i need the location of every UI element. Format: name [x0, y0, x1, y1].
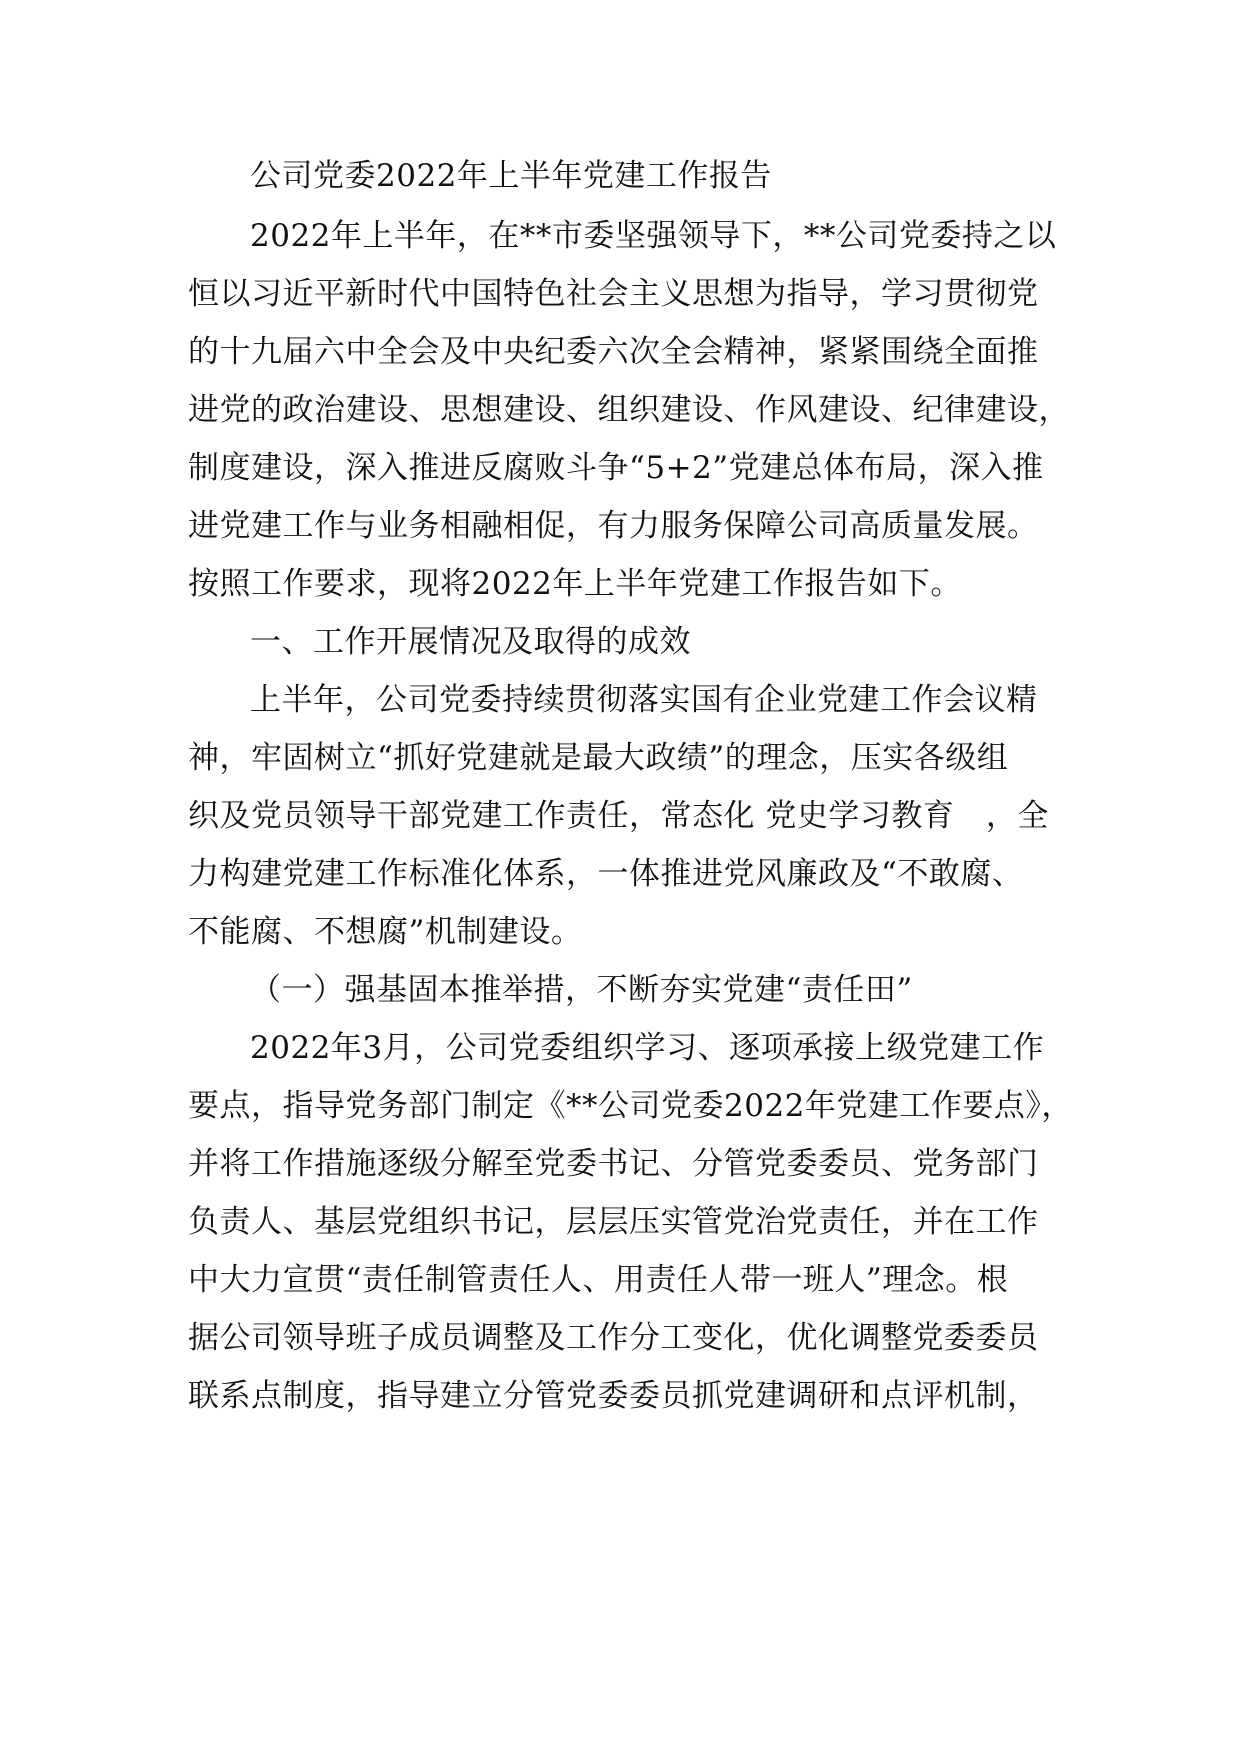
paragraph-line: 织及党员领导干部党建工作责任，常态化 党史学习教育 ，全	[188, 798, 1049, 834]
paragraph-line: 上半年，公司党委持续贯彻落实国有企业党建工作会议精	[250, 682, 1038, 718]
paragraph-line: 进党建工作与业务相融相促，有力服务保障公司高质量发展。	[188, 508, 1039, 544]
paragraph-line: 的十九届六中全会及中央纪委六次全会精神，紧紧围绕全面推	[188, 334, 1039, 370]
paragraph-line: 并将工作措施逐级分解至党委书记、分管党委委员、党务部门	[188, 1146, 1039, 1182]
subsection-heading: （一）强基固本推举措，不断夯实党建“责任田”	[250, 972, 913, 1008]
paragraph-line: 神，牢固树立“抓好党建就是最大政绩”的理念，压实各级组	[188, 740, 1009, 776]
document-title: 公司党委2022年上半年党建工作报告	[250, 158, 772, 194]
paragraph-line: 中大力宣贯“责任制管责任人、用责任人带一班人”理念。根	[188, 1262, 1009, 1298]
paragraph-line: 联系点制度，指导建立分管党委委员抓党建调研和点评机制，	[188, 1378, 1039, 1414]
section-heading: 一、工作开展情况及取得的成效	[250, 624, 691, 660]
paragraph-line: 2022年上半年，在**市委坚强领导下，**公司党委持之以	[250, 218, 1057, 254]
paragraph-line: 进党的政治建设、思想建设、组织建设、作风建设、纪律建设，	[188, 392, 1070, 428]
paragraph-line: 不能腐、不想腐”机制建设。	[188, 914, 583, 950]
paragraph-line: 2022年3月，公司党委组织学习、逐项承接上级党建工作	[250, 1030, 1045, 1066]
paragraph-line: 要点，指导党务部门制定《**公司党委2022年党建工作要点》，	[188, 1088, 1073, 1124]
paragraph-line: 据公司领导班子成员调整及工作分工变化，优化调整党委委员	[188, 1320, 1039, 1356]
paragraph-line: 按照工作要求，现将2022年上半年党建工作报告如下。	[188, 566, 962, 602]
paragraph-line: 恒以习近平新时代中国特色社会主义思想为指导，学习贯彻党	[188, 276, 1039, 312]
paragraph-line: 制度建设，深入推进反腐败斗争“5+2”党建总体布局，深入推	[188, 450, 1044, 486]
paragraph-line: 负责人、基层党组织书记，层层压实管党治党责任，并在工作	[188, 1204, 1039, 1240]
paragraph-line: 力构建党建工作标准化体系，一体推进党风廉政及“不敢腐、	[188, 856, 1024, 892]
